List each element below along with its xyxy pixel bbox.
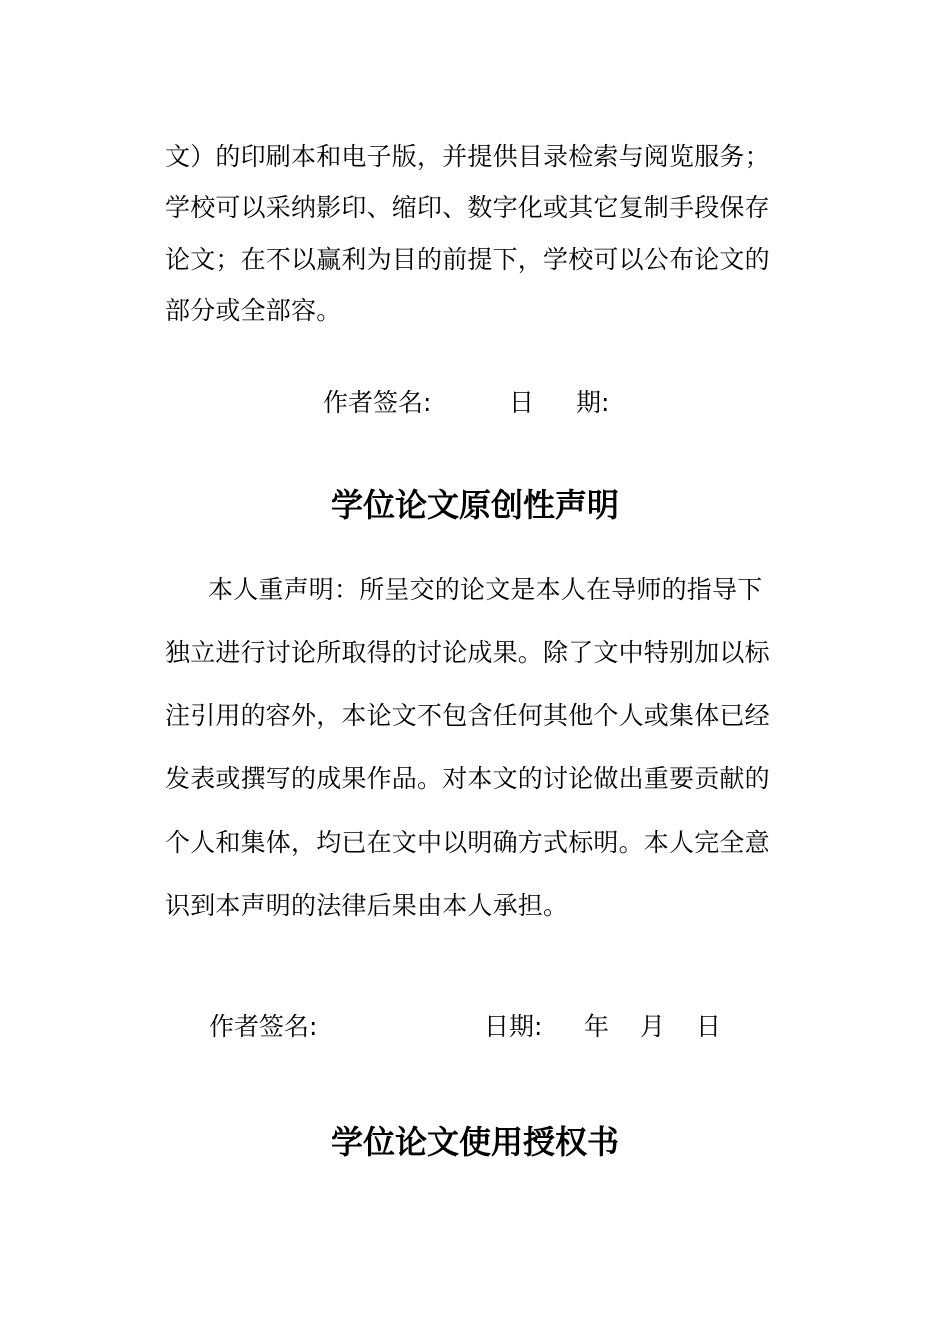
paragraph-line: 文）的印刷本和电子版，并提供目录检索与阅览服务；	[165, 142, 770, 171]
paragraph-line: 个人和集体，均已在文中以明确方式标明。本人完全意	[165, 828, 770, 857]
originality-title: 学位论文原创性声明	[330, 486, 619, 524]
date-label: 日期:	[484, 1012, 543, 1041]
paragraph-line: 本人重声明：所呈交的论文是本人在导师的指导下	[208, 575, 763, 604]
month-label: 月	[640, 1012, 666, 1041]
paragraph-line: 发表或撰写的成果作品。对本文的讨论做出重要贡献的	[165, 764, 770, 793]
author-signature-label: 作者签名:	[209, 1012, 318, 1041]
author-signature-label: 作者签名:	[323, 388, 432, 417]
paragraph-line: 注引用的容外，本论文不包含任何其他个人或集体已经	[165, 701, 770, 730]
paragraph-line: 独立进行讨论所取得的讨论成果。除了文中特别加以标	[165, 638, 770, 667]
paragraph-line: 论文；在不以赢利为目的前提下，学校可以公布论文的	[165, 245, 770, 274]
day-label: 日	[696, 1012, 722, 1041]
date-label-part: 日	[509, 388, 535, 417]
paragraph-line: 部分或全部容。	[165, 296, 342, 325]
date-label-part: 期:	[576, 388, 610, 417]
authorization-title: 学位论文使用授权书	[330, 1123, 619, 1161]
year-label: 年	[584, 1012, 610, 1041]
paragraph-line: 识到本声明的法律后果由本人承担。	[165, 891, 569, 920]
paragraph-line: 学校可以采纳影印、缩印、数字化或其它复制手段保存	[165, 193, 770, 222]
